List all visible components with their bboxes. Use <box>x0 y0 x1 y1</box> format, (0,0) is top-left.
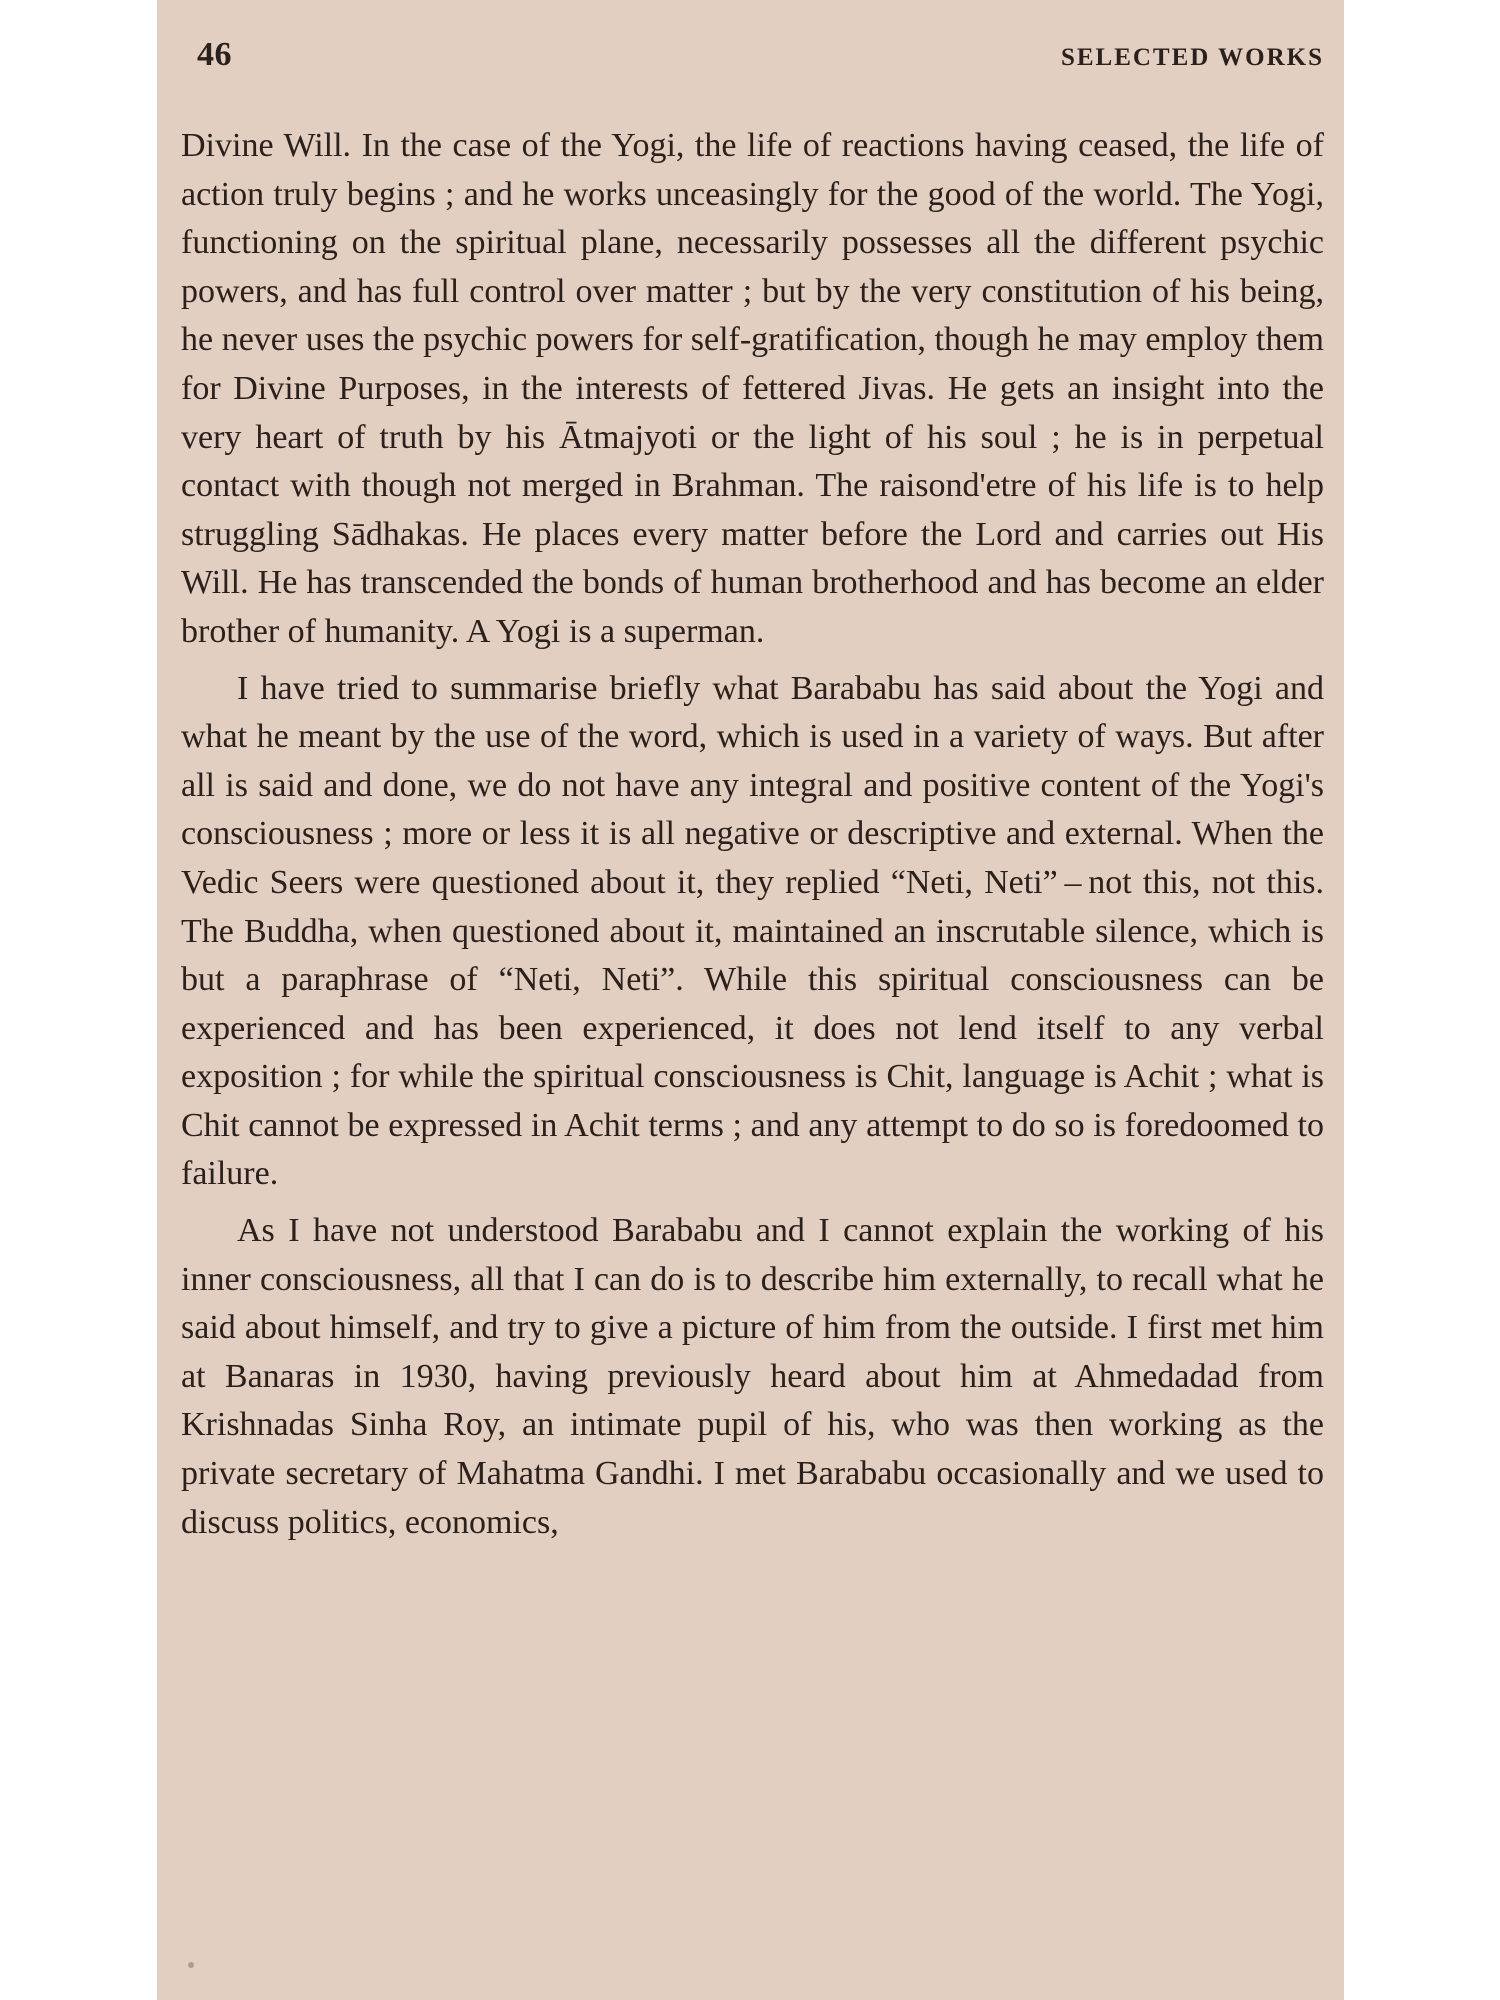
book-page <box>157 0 1344 2000</box>
paragraph-barababu-meeting: As I have not understood Barababu and I cannot explain the working of his inner consciousness, all that I can do is to describe him externally, to recall what he said about himself, and try to give a picture of him from the outside. I first met him at Banaras in 1930, having previously heard about him at Ahmedadad from Krishnadas Sinha Roy, an intimate pupil of his, who was then working as the private secretary of Mahatma Gandhi. I met Barababu occasionally and we used to discuss politics, economics, <box>181 1212 1324 1541</box>
paragraph-yogi-summary: I have tried to summarise briefly what Barababu has said about the Yogi and what he meant by the use of the word, which is used in a variety of ways. But after all is said and done, we do not have any integral and positive content of the Yogi's consciousness ; more or less it is all negative or descriptive and external. When the Vedic Seers were questioned about it, they replied “Neti, Neti” – not this, not this. The Buddha, when questioned about it, maintained an inscrutable silence, which is but a paraphrase of “Neti, Neti”. While this spiritual consciousness can be experienced and has been experienced, it does not lend itself to any verbal exposition ; for while the spiritual consciousness is Chit, language is Achit ; what is Chit cannot be expressed in Achit terms ; and any attempt to do so is foredoomed to failure. <box>181 669 1324 1193</box>
running-title: SELECTED WORKS <box>1060 44 1324 71</box>
page-number: 46 <box>197 36 232 73</box>
body-text <box>181 122 1324 1547</box>
running-head <box>181 36 1324 116</box>
paragraph-continuation: Divine Will. In the case of the Yogi, the life of reactions having ceased, the life of action truly begins ; and he works unceasingly for the good of the world. The Yogi, functioning on the spiritual plane, necessarily possesses all the different psychic powers, and has full control over matter ; but by the very constitution of his being, he never uses the psychic powers for self-gratification, though he may employ them for Divine Purposes, in the interests of fettered Jivas. He gets an insight into the very heart of truth by his Ātmajyoti or the light of his soul ; he is in perpetual contact with though not merged in Brahman. The raisond'etre of his life is to help struggling Sādhakas. He places every matter before the Lord and carries out His Will. He has transcended the bonds of human brotherhood and has become an elder brother of humanity. A Yogi is a superman. <box>181 127 1324 650</box>
paper-speck <box>188 1962 194 1968</box>
